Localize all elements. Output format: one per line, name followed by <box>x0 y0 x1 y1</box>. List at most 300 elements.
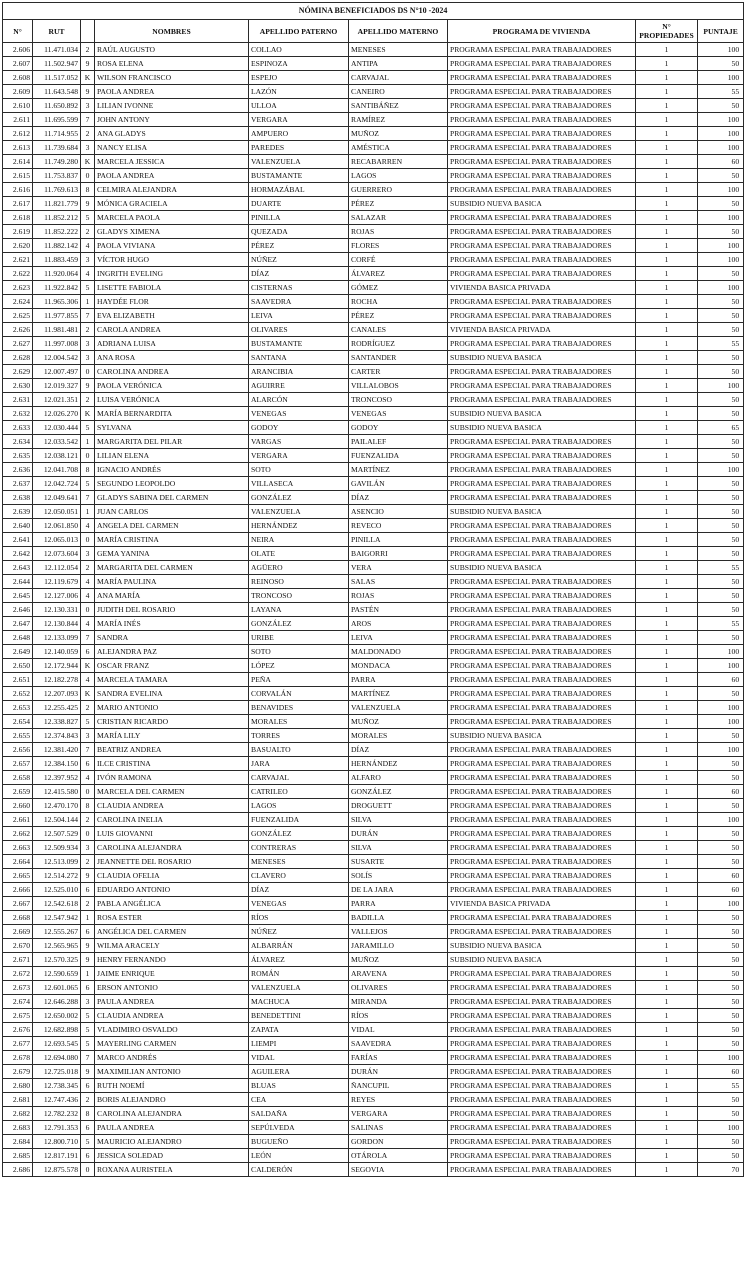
cell-n: 2.661 <box>3 813 33 827</box>
cell-nombres: IVÓN RAMONA <box>95 771 249 785</box>
cell-propiedades: 1 <box>636 869 698 883</box>
cell-apellido-materno: PAILALEF <box>349 435 448 449</box>
cell-programa: PROGRAMA ESPECIAL PARA TRABAJADORES <box>448 589 636 603</box>
cell-programa: PROGRAMA ESPECIAL PARA TRABAJADORES <box>448 981 636 995</box>
cell-nombres: CLAUDIA ANDREA <box>95 799 249 813</box>
table-row <box>3 1121 744 1135</box>
cell-apellido-paterno: CEA <box>249 1093 349 1107</box>
cell-programa: SUBSIDIO NUEVA BASICA <box>448 953 636 967</box>
cell-nombres: MARIO ANTONIO <box>95 701 249 715</box>
cell-n: 2.669 <box>3 925 33 939</box>
cell-n: 2.647 <box>3 617 33 631</box>
cell-apellido-materno: GODOY <box>349 421 448 435</box>
cell-dv: 0 <box>81 365 95 379</box>
table-row <box>3 995 744 1009</box>
cell-n: 2.672 <box>3 967 33 981</box>
table-row <box>3 295 744 309</box>
cell-n: 2.644 <box>3 575 33 589</box>
cell-n: 2.664 <box>3 855 33 869</box>
header-rut: RUT <box>33 20 81 43</box>
table-row <box>3 253 744 267</box>
cell-apellido-materno: PASTÉN <box>349 603 448 617</box>
cell-nombres: MARÍA PAULINA <box>95 575 249 589</box>
table-row <box>3 561 744 575</box>
cell-dv: 6 <box>81 1149 95 1163</box>
cell-puntaje: 60 <box>698 869 744 883</box>
cell-rut: 12.041.708 <box>33 463 81 477</box>
cell-rut: 11.852.212 <box>33 211 81 225</box>
table-row <box>3 127 744 141</box>
cell-nombres: ILCE CRISTINA <box>95 757 249 771</box>
cell-dv: 7 <box>81 113 95 127</box>
cell-puntaje: 60 <box>698 673 744 687</box>
beneficiaries-table <box>2 2 744 1177</box>
cell-nombres: CLAUDIA ANDREA <box>95 1009 249 1023</box>
cell-puntaje: 50 <box>698 827 744 841</box>
cell-apellido-paterno: BLUAS <box>249 1079 349 1093</box>
cell-apellido-materno: JARAMILLO <box>349 939 448 953</box>
cell-apellido-materno: PÉREZ <box>349 309 448 323</box>
cell-puntaje: 50 <box>698 757 744 771</box>
cell-puntaje: 50 <box>698 435 744 449</box>
cell-propiedades: 1 <box>636 1065 698 1079</box>
cell-dv: 1 <box>81 435 95 449</box>
cell-nombres: MÓNICA GRACIELA <box>95 197 249 211</box>
cell-programa: PROGRAMA ESPECIAL PARA TRABAJADORES <box>448 71 636 85</box>
cell-propiedades: 1 <box>636 197 698 211</box>
cell-n: 2.626 <box>3 323 33 337</box>
cell-rut: 12.513.099 <box>33 855 81 869</box>
table-row <box>3 463 744 477</box>
cell-dv: 2 <box>81 43 95 57</box>
cell-apellido-materno: RAMÍREZ <box>349 113 448 127</box>
cell-nombres: MARGARITA DEL CARMEN <box>95 561 249 575</box>
cell-n: 2.676 <box>3 1023 33 1037</box>
cell-propiedades: 1 <box>636 757 698 771</box>
cell-programa: PROGRAMA ESPECIAL PARA TRABAJADORES <box>448 379 636 393</box>
cell-apellido-materno: ARAVENA <box>349 967 448 981</box>
cell-rut: 12.172.944 <box>33 659 81 673</box>
cell-rut: 12.255.425 <box>33 701 81 715</box>
cell-nombres: BORIS ALEJANDRO <box>95 1093 249 1107</box>
table-row <box>3 113 744 127</box>
cell-propiedades: 1 <box>636 421 698 435</box>
cell-programa: PROGRAMA ESPECIAL PARA TRABAJADORES <box>448 1051 636 1065</box>
cell-puntaje: 55 <box>698 337 744 351</box>
cell-puntaje: 50 <box>698 1093 744 1107</box>
cell-n: 2.628 <box>3 351 33 365</box>
cell-apellido-paterno: JARA <box>249 757 349 771</box>
cell-apellido-materno: SILVA <box>349 841 448 855</box>
cell-programa: PROGRAMA ESPECIAL PARA TRABAJADORES <box>448 967 636 981</box>
cell-n: 2.611 <box>3 113 33 127</box>
table-row <box>3 197 744 211</box>
cell-apellido-paterno: VIDAL <box>249 1051 349 1065</box>
cell-apellido-paterno: SOTO <box>249 463 349 477</box>
cell-n: 2.607 <box>3 57 33 71</box>
cell-dv: 2 <box>81 393 95 407</box>
table-row <box>3 309 744 323</box>
cell-rut: 12.338.827 <box>33 715 81 729</box>
cell-dv: 5 <box>81 477 95 491</box>
cell-propiedades: 1 <box>636 155 698 169</box>
cell-apellido-materno: MONDACA <box>349 659 448 673</box>
cell-n: 2.619 <box>3 225 33 239</box>
cell-puntaje: 100 <box>698 715 744 729</box>
cell-rut: 11.739.684 <box>33 141 81 155</box>
cell-apellido-paterno: CISTERNAS <box>249 281 349 295</box>
cell-n: 2.606 <box>3 43 33 57</box>
table-row <box>3 603 744 617</box>
cell-programa: PROGRAMA ESPECIAL PARA TRABAJADORES <box>448 393 636 407</box>
cell-apellido-paterno: ESPEJO <box>249 71 349 85</box>
cell-n: 2.621 <box>3 253 33 267</box>
cell-rut: 12.415.580 <box>33 785 81 799</box>
cell-nombres: GLADYS XIMENA <box>95 225 249 239</box>
cell-rut: 11.643.548 <box>33 85 81 99</box>
cell-apellido-paterno: ESPINOZA <box>249 57 349 71</box>
cell-rut: 11.977.855 <box>33 309 81 323</box>
cell-dv: 0 <box>81 449 95 463</box>
cell-apellido-paterno: GONZÁLEZ <box>249 617 349 631</box>
cell-apellido-paterno: OLIVARES <box>249 323 349 337</box>
cell-puntaje: 50 <box>698 505 744 519</box>
cell-apellido-materno: ROJAS <box>349 225 448 239</box>
cell-programa: PROGRAMA ESPECIAL PARA TRABAJADORES <box>448 533 636 547</box>
cell-dv: 8 <box>81 463 95 477</box>
table-row <box>3 1093 744 1107</box>
cell-dv: 2 <box>81 225 95 239</box>
cell-programa: PROGRAMA ESPECIAL PARA TRABAJADORES <box>448 309 636 323</box>
cell-puntaje: 50 <box>698 365 744 379</box>
cell-programa: SUBSIDIO NUEVA BASICA <box>448 351 636 365</box>
cell-nombres: MARCELA TAMARA <box>95 673 249 687</box>
cell-apellido-materno: REVECO <box>349 519 448 533</box>
cell-programa: PROGRAMA ESPECIAL PARA TRABAJADORES <box>448 701 636 715</box>
cell-puntaje: 100 <box>698 701 744 715</box>
cell-programa: PROGRAMA ESPECIAL PARA TRABAJADORES <box>448 547 636 561</box>
cell-nombres: LILIAN ELENA <box>95 449 249 463</box>
cell-apellido-paterno: CLAVERO <box>249 869 349 883</box>
cell-n: 2.668 <box>3 911 33 925</box>
cell-puntaje: 50 <box>698 1037 744 1051</box>
cell-programa: PROGRAMA ESPECIAL PARA TRABAJADORES <box>448 771 636 785</box>
cell-propiedades: 1 <box>636 267 698 281</box>
cell-n: 2.639 <box>3 505 33 519</box>
cell-n: 2.609 <box>3 85 33 99</box>
cell-apellido-materno: PINILLA <box>349 533 448 547</box>
cell-rut: 11.714.955 <box>33 127 81 141</box>
cell-nombres: SEGUNDO LEOPOLDO <box>95 477 249 491</box>
cell-programa: PROGRAMA ESPECIAL PARA TRABAJADORES <box>448 225 636 239</box>
cell-rut: 12.507.529 <box>33 827 81 841</box>
cell-dv: 0 <box>81 1163 95 1177</box>
cell-rut: 12.021.351 <box>33 393 81 407</box>
cell-apellido-materno: VENEGAS <box>349 407 448 421</box>
cell-propiedades: 1 <box>636 617 698 631</box>
table-row <box>3 589 744 603</box>
cell-rut: 11.965.306 <box>33 295 81 309</box>
cell-nombres: OSCAR FRANZ <box>95 659 249 673</box>
cell-dv: 5 <box>81 1037 95 1051</box>
cell-apellido-materno: MORALES <box>349 729 448 743</box>
cell-nombres: MARCO ANDRÉS <box>95 1051 249 1065</box>
cell-programa: PROGRAMA ESPECIAL PARA TRABAJADORES <box>448 253 636 267</box>
cell-apellido-paterno: DUARTE <box>249 197 349 211</box>
cell-puntaje: 50 <box>698 169 744 183</box>
cell-rut: 12.384.150 <box>33 757 81 771</box>
cell-rut: 12.725.018 <box>33 1065 81 1079</box>
cell-propiedades: 1 <box>636 925 698 939</box>
cell-apellido-materno: CARVAJAL <box>349 71 448 85</box>
cell-propiedades: 1 <box>636 953 698 967</box>
cell-apellido-paterno: AGUIRRE <box>249 379 349 393</box>
cell-dv: 0 <box>81 785 95 799</box>
cell-puntaje: 50 <box>698 99 744 113</box>
cell-propiedades: 1 <box>636 1037 698 1051</box>
cell-puntaje: 100 <box>698 239 744 253</box>
table-row <box>3 953 744 967</box>
cell-puntaje: 50 <box>698 449 744 463</box>
cell-puntaje: 100 <box>698 1121 744 1135</box>
cell-dv: 2 <box>81 855 95 869</box>
cell-dv: 2 <box>81 561 95 575</box>
cell-propiedades: 1 <box>636 225 698 239</box>
table-row <box>3 407 744 421</box>
cell-n: 2.673 <box>3 981 33 995</box>
cell-propiedades: 1 <box>636 603 698 617</box>
cell-puntaje: 50 <box>698 687 744 701</box>
cell-propiedades: 1 <box>636 939 698 953</box>
cell-puntaje: 50 <box>698 533 744 547</box>
cell-nombres: EDUARDO ANTONIO <box>95 883 249 897</box>
cell-puntaje: 100 <box>698 897 744 911</box>
table-row <box>3 911 744 925</box>
cell-apellido-materno: TRONCOSO <box>349 393 448 407</box>
cell-apellido-paterno: VENEGAS <box>249 897 349 911</box>
cell-n: 2.620 <box>3 239 33 253</box>
cell-dv: 5 <box>81 1135 95 1149</box>
cell-programa: PROGRAMA ESPECIAL PARA TRABAJADORES <box>448 57 636 71</box>
cell-propiedades: 1 <box>636 85 698 99</box>
cell-puntaje: 50 <box>698 995 744 1009</box>
cell-puntaje: 100 <box>698 183 744 197</box>
cell-n: 2.641 <box>3 533 33 547</box>
cell-apellido-paterno: CALDERÓN <box>249 1163 349 1177</box>
cell-rut: 12.817.191 <box>33 1149 81 1163</box>
table-row <box>3 491 744 505</box>
cell-propiedades: 1 <box>636 183 698 197</box>
cell-dv: 2 <box>81 1093 95 1107</box>
cell-rut: 12.038.121 <box>33 449 81 463</box>
cell-apellido-paterno: VERGARA <box>249 449 349 463</box>
cell-apellido-paterno: DÍAZ <box>249 267 349 281</box>
cell-puntaje: 50 <box>698 925 744 939</box>
cell-rut: 12.694.080 <box>33 1051 81 1065</box>
table-row <box>3 211 744 225</box>
cell-programa: PROGRAMA ESPECIAL PARA TRABAJADORES <box>448 463 636 477</box>
cell-apellido-paterno: URIBE <box>249 631 349 645</box>
cell-n: 2.671 <box>3 953 33 967</box>
table-row <box>3 351 744 365</box>
cell-apellido-materno: CORFÉ <box>349 253 448 267</box>
cell-apellido-paterno: PEÑA <box>249 673 349 687</box>
cell-apellido-materno: ROJAS <box>349 589 448 603</box>
cell-programa: PROGRAMA ESPECIAL PARA TRABAJADORES <box>448 239 636 253</box>
cell-rut: 11.749.280 <box>33 155 81 169</box>
cell-apellido-materno: SOLÍS <box>349 869 448 883</box>
cell-apellido-materno: VALENZUELA <box>349 701 448 715</box>
cell-n: 2.670 <box>3 939 33 953</box>
cell-dv: 6 <box>81 1079 95 1093</box>
cell-programa: PROGRAMA ESPECIAL PARA TRABAJADORES <box>448 869 636 883</box>
cell-apellido-materno: AMÉSTICA <box>349 141 448 155</box>
table-row <box>3 1149 744 1163</box>
cell-nombres: ROXANA AURISTELA <box>95 1163 249 1177</box>
cell-propiedades: 1 <box>636 771 698 785</box>
cell-dv: 7 <box>81 491 95 505</box>
cell-nombres: ANA GLADYS <box>95 127 249 141</box>
cell-nombres: ERSON ANTONIO <box>95 981 249 995</box>
cell-nombres: JEANNETTE DEL ROSARIO <box>95 855 249 869</box>
cell-rut: 12.791.353 <box>33 1121 81 1135</box>
cell-dv: 2 <box>81 323 95 337</box>
table-row <box>3 505 744 519</box>
cell-rut: 12.127.006 <box>33 589 81 603</box>
cell-nombres: LISETTE FABIOLA <box>95 281 249 295</box>
cell-n: 2.666 <box>3 883 33 897</box>
table-row <box>3 85 744 99</box>
cell-rut: 11.922.842 <box>33 281 81 295</box>
cell-dv: 6 <box>81 645 95 659</box>
cell-dv: K <box>81 71 95 85</box>
cell-n: 2.627 <box>3 337 33 351</box>
cell-n: 2.653 <box>3 701 33 715</box>
cell-dv: 8 <box>81 799 95 813</box>
cell-rut: 12.207.093 <box>33 687 81 701</box>
cell-rut: 12.542.618 <box>33 897 81 911</box>
cell-rut: 12.182.278 <box>33 673 81 687</box>
cell-nombres: MARGARITA DEL PILAR <box>95 435 249 449</box>
table-row <box>3 841 744 855</box>
cell-nombres: GEMA YANINA <box>95 547 249 561</box>
cell-apellido-paterno: VALENZUELA <box>249 155 349 169</box>
cell-programa: SUBSIDIO NUEVA BASICA <box>448 421 636 435</box>
cell-nombres: MARCELA DEL CARMEN <box>95 785 249 799</box>
cell-nombres: CAROLINA ALEJANDRA <box>95 841 249 855</box>
cell-programa: PROGRAMA ESPECIAL PARA TRABAJADORES <box>448 295 636 309</box>
cell-apellido-paterno: LEÓN <box>249 1149 349 1163</box>
cell-programa: PROGRAMA ESPECIAL PARA TRABAJADORES <box>448 155 636 169</box>
cell-apellido-materno: LEIVA <box>349 631 448 645</box>
table-row <box>3 281 744 295</box>
cell-propiedades: 1 <box>636 995 698 1009</box>
cell-programa: PROGRAMA ESPECIAL PARA TRABAJADORES <box>448 687 636 701</box>
cell-apellido-paterno: RÍOS <box>249 911 349 925</box>
cell-programa: SUBSIDIO NUEVA BASICA <box>448 939 636 953</box>
cell-apellido-paterno: MORALES <box>249 715 349 729</box>
cell-rut: 12.007.497 <box>33 365 81 379</box>
cell-rut: 12.042.724 <box>33 477 81 491</box>
cell-apellido-paterno: BUSTAMANTE <box>249 169 349 183</box>
cell-n: 2.643 <box>3 561 33 575</box>
cell-programa: PROGRAMA ESPECIAL PARA TRABAJADORES <box>448 575 636 589</box>
cell-programa: PROGRAMA ESPECIAL PARA TRABAJADORES <box>448 519 636 533</box>
cell-apellido-paterno: ARANCIBIA <box>249 365 349 379</box>
cell-rut: 12.800.710 <box>33 1135 81 1149</box>
cell-apellido-paterno: SANTANA <box>249 351 349 365</box>
cell-n: 2.657 <box>3 757 33 771</box>
cell-apellido-materno: SALAS <box>349 575 448 589</box>
cell-programa: PROGRAMA ESPECIAL PARA TRABAJADORES <box>448 85 636 99</box>
cell-nombres: SANDRA <box>95 631 249 645</box>
table-row <box>3 393 744 407</box>
cell-programa: PROGRAMA ESPECIAL PARA TRABAJADORES <box>448 841 636 855</box>
cell-puntaje: 100 <box>698 379 744 393</box>
cell-apellido-paterno: ULLOA <box>249 99 349 113</box>
cell-apellido-materno: FUENZALIDA <box>349 449 448 463</box>
cell-apellido-paterno: VERGARA <box>249 113 349 127</box>
cell-dv: 2 <box>81 701 95 715</box>
cell-programa: VIVIENDA BASICA PRIVADA <box>448 281 636 295</box>
cell-puntaje: 100 <box>698 113 744 127</box>
cell-puntaje: 50 <box>698 1009 744 1023</box>
cell-nombres: JUAN CARLOS <box>95 505 249 519</box>
table-row <box>3 71 744 85</box>
table-row <box>3 477 744 491</box>
cell-puntaje: 50 <box>698 911 744 925</box>
cell-propiedades: 1 <box>636 1079 698 1093</box>
cell-n: 2.659 <box>3 785 33 799</box>
cell-programa: PROGRAMA ESPECIAL PARA TRABAJADORES <box>448 715 636 729</box>
cell-puntaje: 100 <box>698 43 744 57</box>
cell-puntaje: 60 <box>698 883 744 897</box>
cell-puntaje: 50 <box>698 729 744 743</box>
cell-rut: 12.133.099 <box>33 631 81 645</box>
cell-programa: PROGRAMA ESPECIAL PARA TRABAJADORES <box>448 813 636 827</box>
cell-n: 2.623 <box>3 281 33 295</box>
cell-apellido-materno: PARRA <box>349 673 448 687</box>
cell-apellido-paterno: LAGOS <box>249 799 349 813</box>
cell-programa: PROGRAMA ESPECIAL PARA TRABAJADORES <box>448 1065 636 1079</box>
cell-programa: PROGRAMA ESPECIAL PARA TRABAJADORES <box>448 141 636 155</box>
cell-nombres: BEATRIZ ANDREA <box>95 743 249 757</box>
cell-nombres: CAROLINA ANDREA <box>95 365 249 379</box>
cell-apellido-paterno: SEPÚLVEDA <box>249 1121 349 1135</box>
cell-dv: K <box>81 155 95 169</box>
cell-apellido-materno: DURÁN <box>349 1065 448 1079</box>
cell-propiedades: 1 <box>636 1051 698 1065</box>
cell-propiedades: 1 <box>636 71 698 85</box>
cell-puntaje: 50 <box>698 1107 744 1121</box>
cell-n: 2.633 <box>3 421 33 435</box>
table-row <box>3 855 744 869</box>
cell-nombres: IGNACIO ANDRÉS <box>95 463 249 477</box>
cell-programa: PROGRAMA ESPECIAL PARA TRABAJADORES <box>448 1093 636 1107</box>
table-row <box>3 743 744 757</box>
cell-rut: 12.050.051 <box>33 505 81 519</box>
cell-apellido-materno: CARTER <box>349 365 448 379</box>
cell-apellido-materno: VILLALOBOS <box>349 379 448 393</box>
cell-programa: SUBSIDIO NUEVA BASICA <box>448 561 636 575</box>
cell-programa: PROGRAMA ESPECIAL PARA TRABAJADORES <box>448 1121 636 1135</box>
cell-apellido-materno: ALFARO <box>349 771 448 785</box>
cell-apellido-materno: GUERRERO <box>349 183 448 197</box>
cell-n: 2.662 <box>3 827 33 841</box>
cell-nombres: INGRITH EVELING <box>95 267 249 281</box>
cell-n: 2.654 <box>3 715 33 729</box>
header-puntaje: PUNTAJE <box>698 20 744 43</box>
